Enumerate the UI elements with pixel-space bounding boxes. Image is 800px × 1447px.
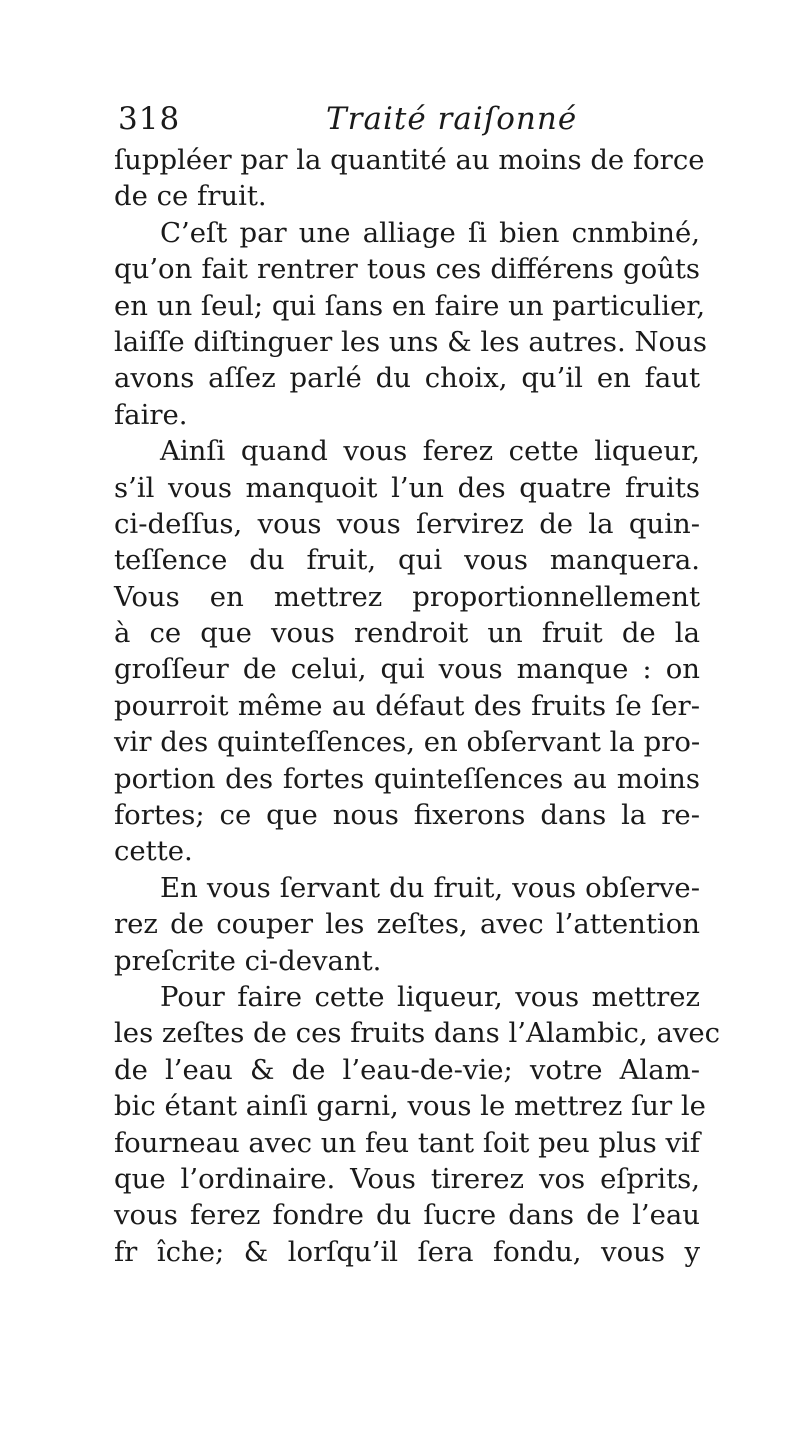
text-line: s’il vous manquoit l’un des quatre fruits bbox=[114, 471, 700, 504]
text-line: groſſeur de celui, qui vous manque : on bbox=[114, 653, 700, 686]
text-line: cette. bbox=[114, 835, 193, 868]
page-number: 318 bbox=[118, 101, 181, 137]
text-line: teſſence du fruit, qui vous manquera. bbox=[114, 544, 700, 577]
text-line: En vous ſervant du fruit, vous obſerve- bbox=[160, 871, 700, 904]
text-line: qu’on fait rentrer tous ces différens goûts bbox=[114, 253, 700, 286]
text-line: rez de couper les zeſtes, avec l’attention bbox=[114, 908, 700, 941]
text-line: en un ſeul; qui ſans en faire un particulier, bbox=[114, 289, 706, 322]
running-title: Traité raiſonné bbox=[326, 101, 578, 137]
text-line: fr îche; & lorſqu’il ſera fondu, vous y bbox=[114, 1235, 700, 1268]
text-line: ci-deſſus, vous vous ſervirez de la quin- bbox=[114, 507, 700, 540]
text-line: de ce fruit. bbox=[114, 180, 267, 213]
text-line: bic étant ainſi garni, vous le mettrez ſur le bbox=[114, 1090, 706, 1123]
text-line: vir des quinteſſences, en obſervant la pro- bbox=[114, 726, 701, 759]
text-line: fourneau avec un feu tant ſoit peu plus vif bbox=[114, 1126, 700, 1159]
text-line: fortes; ce que nous fixerons dans la re- bbox=[114, 799, 700, 832]
text-line: preſcrite ci-devant. bbox=[114, 944, 382, 977]
text-line: portion des fortes quinteſſences au moins bbox=[114, 762, 700, 795]
text-line: Pour faire cette liqueur, vous mettrez bbox=[160, 980, 700, 1013]
text-line: laiſſe diſtinguer les uns & les autres. Nous bbox=[114, 325, 707, 358]
body-text bbox=[114, 142, 721, 1270]
book-page bbox=[114, 96, 721, 1270]
text-line: C’eſt par une alliage ſi bien cnmbiné, bbox=[160, 216, 700, 249]
text-line: pourroit même au défaut des fruits ſe ſer- bbox=[114, 689, 700, 722]
running-head bbox=[114, 96, 700, 142]
text-line: les zeſtes de ces fruits dans l’Alambic, avec bbox=[114, 1017, 721, 1050]
text-line: que l’ordinaire. Vous tirerez vos eſprits, bbox=[114, 1162, 700, 1195]
text-line: avons aſſez parlé du choix, qu’il en faut bbox=[114, 362, 700, 395]
text-line: de l’eau & de l’eau-de-vie; votre Alam- bbox=[114, 1053, 700, 1086]
text-line: ſuppléer par la quantité au moins de force bbox=[114, 144, 705, 176]
text-line: Ainſi quand vous ferez cette liqueur, bbox=[160, 435, 700, 468]
text-line: à ce que vous rendroit un fruit de la bbox=[114, 617, 700, 650]
text-line: faire. bbox=[114, 398, 188, 431]
text-line: Vous en mettrez proportionnellement bbox=[114, 580, 700, 613]
text-line: vous ferez fondre du ſucre dans de l’eau bbox=[114, 1199, 700, 1232]
